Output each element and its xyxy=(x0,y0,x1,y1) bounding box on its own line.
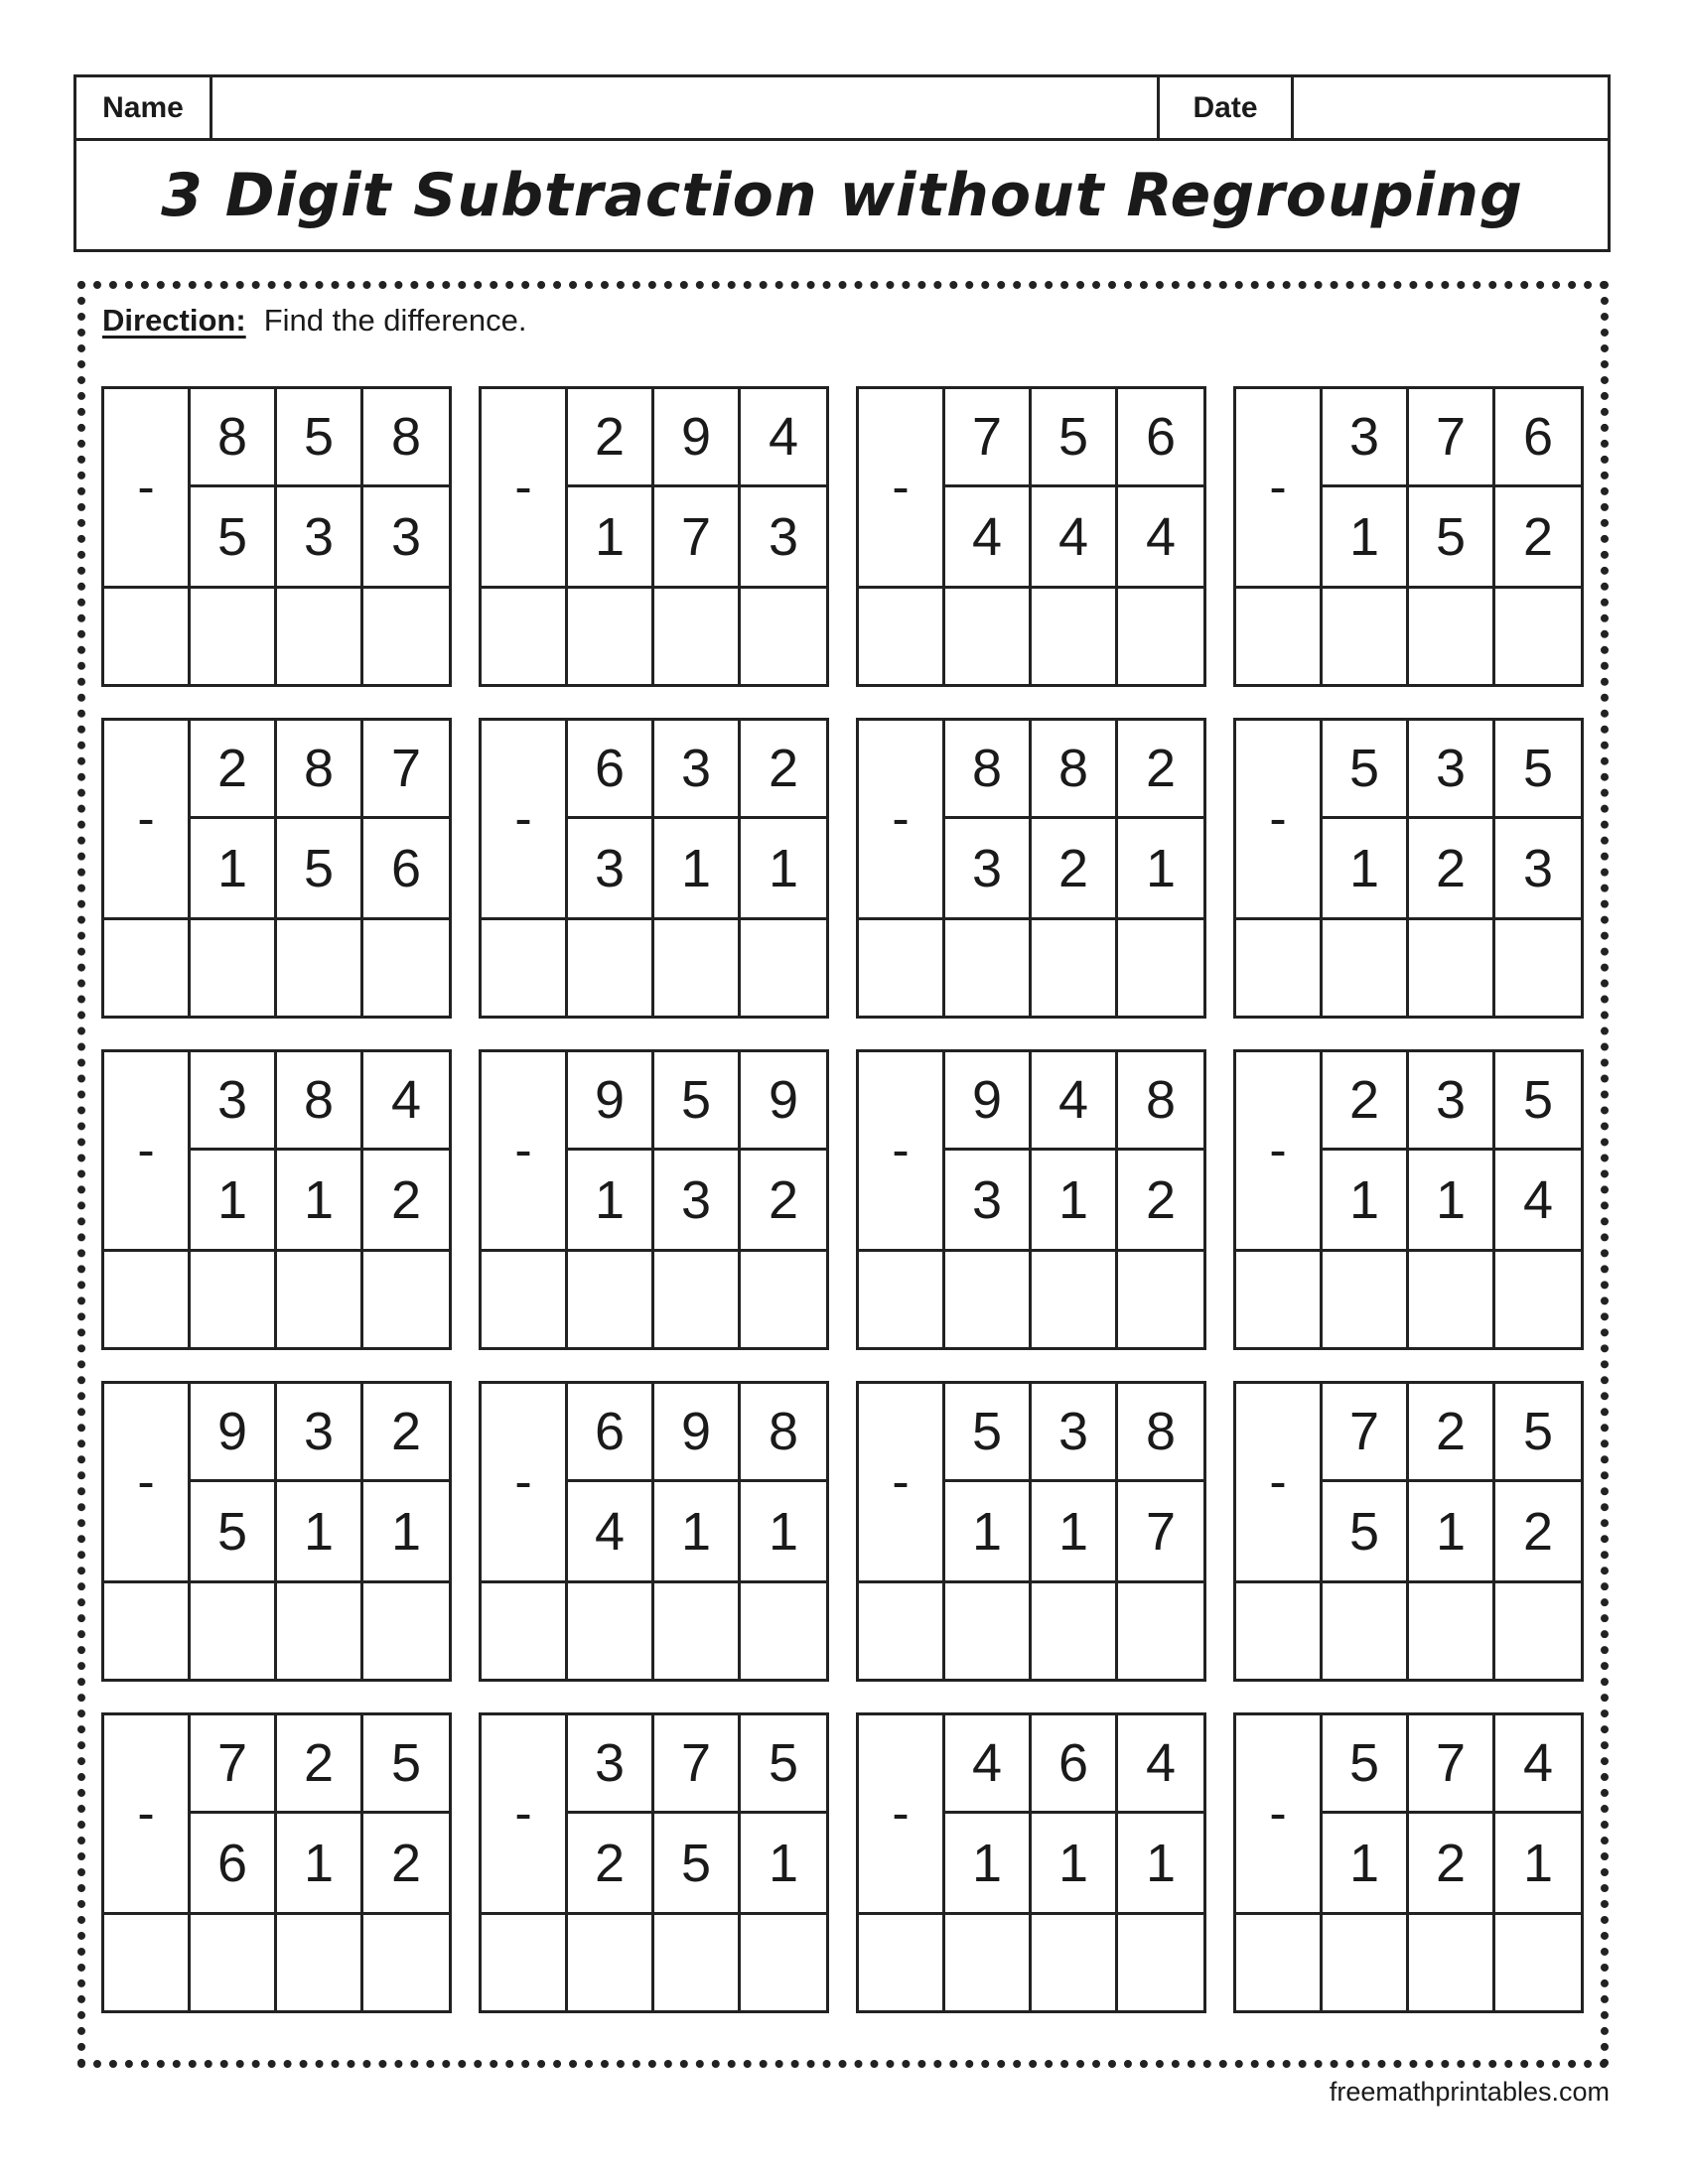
answer-digit-cell[interactable] xyxy=(945,1252,1032,1347)
answer-digit-cell[interactable] xyxy=(1032,1252,1118,1347)
subtrahend-digit: 1 xyxy=(1323,1151,1409,1249)
minus-sign: - xyxy=(859,1715,945,1912)
subtrahend-digit: 3 xyxy=(390,506,422,567)
answer-digit-cell[interactable] xyxy=(654,1915,741,2010)
subtrahend-digit: 4 xyxy=(945,487,1032,586)
answer-digit-cell[interactable] xyxy=(191,1583,277,1679)
answer-digit-cell[interactable] xyxy=(1323,1915,1409,2010)
answer-blank-cell xyxy=(104,1915,191,2010)
digit-grid xyxy=(945,1052,1203,1249)
date-label: Date xyxy=(1160,77,1294,138)
digit-grid xyxy=(568,1715,826,1912)
answer-row xyxy=(1236,586,1581,684)
subtrahend-digit: 2 xyxy=(568,1814,654,1912)
subtrahend-digit: 1 xyxy=(191,819,277,917)
footer-source: freemathprintables.com xyxy=(1329,2077,1610,2107)
answer-digit-cell[interactable] xyxy=(741,1252,826,1347)
minuend-digit: 3 xyxy=(1323,389,1409,487)
answer-digit-cell[interactable] xyxy=(654,920,741,1016)
minuend-digit: 2 xyxy=(191,721,277,819)
answer-row xyxy=(104,1912,449,2010)
answer-blank-cell xyxy=(104,920,191,1016)
answer-digit-cell[interactable] xyxy=(945,1583,1032,1679)
answer-row xyxy=(1236,917,1581,1016)
minuend-digit: 9 xyxy=(945,1052,1032,1151)
worksheet-header xyxy=(73,74,1611,252)
minus-sign: - xyxy=(1236,1384,1323,1580)
minuend-digit: 8 xyxy=(277,1052,363,1151)
subtrahend-digit: 1 xyxy=(1145,838,1177,898)
minuend-digit: 6 xyxy=(1495,389,1581,487)
subtraction-problem xyxy=(101,1049,452,1350)
subtrahend-digit: 1 xyxy=(1409,1482,1495,1580)
minuend-digit: 5 xyxy=(1032,389,1118,487)
minuend-digit: 4 xyxy=(1118,1715,1203,1814)
answer-row xyxy=(859,1249,1203,1347)
subtraction-problem xyxy=(1233,718,1584,1019)
answer-digit-cell[interactable] xyxy=(363,1252,449,1347)
minus-sign: - xyxy=(104,721,191,917)
answer-digit-cell[interactable] xyxy=(741,1915,826,2010)
digit-grid xyxy=(191,389,449,586)
subtrahend-digit: 4 xyxy=(568,1482,654,1580)
answer-digit-cell[interactable] xyxy=(568,1583,654,1679)
answer-digit-cell[interactable] xyxy=(1032,589,1118,684)
subtrahend-digit: 1 xyxy=(277,1151,363,1249)
answer-digit-cell[interactable] xyxy=(277,589,363,684)
minuend-digit: 6 xyxy=(1032,1715,1118,1814)
subtrahend-digit: 3 xyxy=(654,1151,741,1249)
digit-grid xyxy=(191,1384,449,1580)
subtrahend-digit: 1 xyxy=(768,838,799,898)
digit-grid xyxy=(191,1052,449,1249)
minuend-digit: 2 xyxy=(1409,1384,1495,1482)
subtrahend-digit: 5 xyxy=(654,1814,741,1912)
subtraction-problem xyxy=(1233,1381,1584,1682)
minuend-digit: 7 xyxy=(1323,1384,1409,1482)
minuend-digit: 5 xyxy=(1495,721,1581,819)
minus-sign: - xyxy=(482,1052,568,1249)
answer-digit-cell[interactable] xyxy=(191,920,277,1016)
answer-digit-cell[interactable] xyxy=(1409,1915,1495,2010)
digit-grid xyxy=(1323,389,1581,586)
minus-sign: - xyxy=(1236,1715,1323,1912)
minuend-digit: 6 xyxy=(568,721,654,819)
answer-digit-cell[interactable] xyxy=(1495,1915,1581,2010)
subtrahend-digit: 2 xyxy=(390,1833,422,1893)
answer-row xyxy=(859,1580,1203,1679)
minus-sign: - xyxy=(482,389,568,586)
answer-digit-cell[interactable] xyxy=(945,589,1032,684)
subtrahend-digit: 1 xyxy=(568,1151,654,1249)
digit-grid xyxy=(1323,1052,1581,1249)
answer-digit-cell[interactable] xyxy=(1409,1583,1495,1679)
answer-digit-cell[interactable] xyxy=(1032,1583,1118,1679)
answer-blank-cell xyxy=(104,589,191,684)
minuend-digit: 5 xyxy=(741,1715,826,1814)
minuend-digit: 2 xyxy=(568,389,654,487)
digit-grid xyxy=(568,1384,826,1580)
subtrahend-digit: 5 xyxy=(1409,487,1495,586)
subtrahend-digit: 1 xyxy=(1323,1814,1409,1912)
answer-digit-cell[interactable] xyxy=(945,1915,1032,2010)
answer-row xyxy=(1236,1580,1581,1679)
digit-grid xyxy=(568,1052,826,1249)
answer-digit-cell[interactable] xyxy=(1323,1583,1409,1679)
answer-digit-cell[interactable] xyxy=(277,1915,363,2010)
answer-row xyxy=(104,917,449,1016)
subtrahend-digit: 3 xyxy=(768,506,799,567)
direction-text: Find the difference. xyxy=(263,303,527,338)
subtrahend-digit: 1 xyxy=(1032,1482,1118,1580)
answer-digit-cell[interactable] xyxy=(1409,920,1495,1016)
answer-blank-cell xyxy=(1236,589,1323,684)
subtrahend-digit: 5 xyxy=(191,1482,277,1580)
subtraction-problem xyxy=(479,1049,829,1350)
subtraction-problem xyxy=(101,386,452,687)
subtraction-problem xyxy=(856,1712,1206,2013)
subtrahend-digit: 5 xyxy=(191,487,277,586)
answer-row xyxy=(482,1912,826,2010)
minuend-digit: 4 xyxy=(741,389,826,487)
minuend-digit: 9 xyxy=(191,1384,277,1482)
answer-digit-cell[interactable] xyxy=(1495,920,1581,1016)
digit-grid xyxy=(945,389,1203,586)
subtraction-problem xyxy=(101,1712,452,2013)
answer-blank-cell xyxy=(482,1915,568,2010)
subtrahend-digit: 6 xyxy=(191,1814,277,1912)
subtrahend-digit: 3 xyxy=(945,1151,1032,1249)
subtraction-problem xyxy=(856,1381,1206,1682)
subtrahend-digit: 1 xyxy=(277,1814,363,1912)
answer-blank-cell xyxy=(1236,1583,1323,1679)
answer-row xyxy=(482,1580,826,1679)
minuend-digit: 9 xyxy=(654,1384,741,1482)
minuend-digit: 5 xyxy=(363,1715,449,1814)
minuend-digit: 8 xyxy=(945,721,1032,819)
digit-grid xyxy=(568,389,826,586)
minus-sign: - xyxy=(104,1384,191,1580)
minuend-digit: 4 xyxy=(1495,1715,1581,1814)
answer-digit-cell[interactable] xyxy=(654,1252,741,1347)
subtrahend-digit: 2 xyxy=(768,1169,799,1230)
answer-digit-cell[interactable] xyxy=(568,589,654,684)
subtrahend-digit: 1 xyxy=(568,487,654,586)
minuend-digit: 6 xyxy=(1118,389,1203,487)
digit-grid xyxy=(568,721,826,917)
minuend-digit: 8 xyxy=(1032,721,1118,819)
minuend-digit: 3 xyxy=(1032,1384,1118,1482)
subtrahend-digit: 1 xyxy=(191,1151,277,1249)
minuend-digit: 7 xyxy=(654,1715,741,1814)
minuend-digit: 3 xyxy=(568,1715,654,1814)
minus-sign: - xyxy=(104,389,191,586)
subtrahend-digit: 2 xyxy=(1145,1169,1177,1230)
minuend-digit: 3 xyxy=(1409,721,1495,819)
minus-sign: - xyxy=(1236,721,1323,917)
worksheet-title: 3 Digit Subtraction without Regrouping xyxy=(161,160,1523,230)
minuend-digit: 5 xyxy=(1495,1384,1581,1482)
answer-digit-cell[interactable] xyxy=(363,1583,449,1679)
subtrahend-digit: 1 xyxy=(768,1833,799,1893)
answer-row xyxy=(482,917,826,1016)
name-label: Name xyxy=(76,77,212,138)
subtrahend-digit: 1 xyxy=(277,1482,363,1580)
minuend-digit: 4 xyxy=(363,1052,449,1151)
subtraction-problem xyxy=(479,1712,829,2013)
minuend-digit: 8 xyxy=(1118,1052,1203,1151)
minuend-digit: 8 xyxy=(191,389,277,487)
answer-digit-cell[interactable] xyxy=(568,920,654,1016)
subtrahend-digit: 1 xyxy=(1032,1151,1118,1249)
subtrahend-digit: 1 xyxy=(1409,1151,1495,1249)
answer-blank-cell xyxy=(1236,1252,1323,1347)
subtrahend-digit: 1 xyxy=(1522,1833,1554,1893)
subtrahend-digit: 4 xyxy=(1522,1169,1554,1230)
minuend-digit: 2 xyxy=(741,721,826,819)
subtrahend-digit: 3 xyxy=(945,819,1032,917)
subtrahend-digit: 2 xyxy=(1522,506,1554,567)
subtraction-problem xyxy=(101,718,452,1019)
answer-digit-cell[interactable] xyxy=(1118,1583,1203,1679)
minuend-digit: 5 xyxy=(1495,1052,1581,1151)
subtrahend-digit: 2 xyxy=(390,1169,422,1230)
answer-digit-cell[interactable] xyxy=(1118,1252,1203,1347)
answer-digit-cell[interactable] xyxy=(363,1915,449,2010)
answer-blank-cell xyxy=(1236,920,1323,1016)
subtraction-problem xyxy=(479,386,829,687)
answer-digit-cell[interactable] xyxy=(1495,589,1581,684)
answer-blank-cell xyxy=(482,589,568,684)
answer-digit-cell[interactable] xyxy=(1323,589,1409,684)
subtraction-problem xyxy=(1233,386,1584,687)
answer-digit-cell[interactable] xyxy=(1118,589,1203,684)
answer-digit-cell[interactable] xyxy=(191,589,277,684)
answer-digit-cell[interactable] xyxy=(191,1915,277,2010)
subtrahend-digit: 5 xyxy=(277,819,363,917)
digit-grid xyxy=(1323,1384,1581,1580)
minuend-digit: 8 xyxy=(1118,1384,1203,1482)
subtrahend-digit: 1 xyxy=(654,1482,741,1580)
answer-row xyxy=(1236,1912,1581,2010)
subtrahend-digit: 3 xyxy=(277,487,363,586)
direction-label: Direction: xyxy=(102,303,246,338)
minuend-digit: 2 xyxy=(1323,1052,1409,1151)
subtraction-problem xyxy=(101,1381,452,1682)
minuend-digit: 5 xyxy=(654,1052,741,1151)
subtrahend-digit: 2 xyxy=(1032,819,1118,917)
minus-sign: - xyxy=(859,1052,945,1249)
subtraction-problem xyxy=(1233,1712,1584,2013)
minuend-digit: 8 xyxy=(741,1384,826,1482)
answer-digit-cell[interactable] xyxy=(945,920,1032,1016)
name-date-row xyxy=(76,77,1608,141)
subtrahend-digit: 1 xyxy=(1145,1833,1177,1893)
subtrahend-digit: 2 xyxy=(1409,819,1495,917)
answer-digit-cell[interactable] xyxy=(1409,589,1495,684)
minus-sign: - xyxy=(1236,389,1323,586)
digit-grid xyxy=(1323,1715,1581,1912)
answer-row xyxy=(859,1912,1203,2010)
answer-digit-cell[interactable] xyxy=(654,1583,741,1679)
minuend-digit: 5 xyxy=(1323,1715,1409,1814)
digit-grid xyxy=(945,1715,1203,1912)
minus-sign: - xyxy=(482,1715,568,1912)
subtrahend-digit: 1 xyxy=(945,1482,1032,1580)
answer-digit-cell[interactable] xyxy=(363,920,449,1016)
minus-sign: - xyxy=(859,721,945,917)
answer-row xyxy=(104,1580,449,1679)
answer-digit-cell[interactable] xyxy=(363,589,449,684)
answer-blank-cell xyxy=(859,1915,945,2010)
minuend-digit: 9 xyxy=(654,389,741,487)
answer-digit-cell[interactable] xyxy=(1118,1915,1203,2010)
answer-row xyxy=(1236,1249,1581,1347)
answer-digit-cell[interactable] xyxy=(741,1583,826,1679)
answer-digit-cell[interactable] xyxy=(741,589,826,684)
minus-sign: - xyxy=(859,389,945,586)
minuend-digit: 7 xyxy=(945,389,1032,487)
answer-digit-cell[interactable] xyxy=(1032,1915,1118,2010)
subtraction-problem xyxy=(856,386,1206,687)
minuend-digit: 4 xyxy=(1032,1052,1118,1151)
answer-blank-cell xyxy=(859,1583,945,1679)
answer-digit-cell[interactable] xyxy=(1323,920,1409,1016)
date-field[interactable] xyxy=(1294,77,1608,138)
answer-digit-cell[interactable] xyxy=(1323,1252,1409,1347)
subtrahend-digit: 7 xyxy=(654,487,741,586)
answer-blank-cell xyxy=(104,1252,191,1347)
subtraction-problem xyxy=(856,718,1206,1019)
answer-row xyxy=(859,917,1203,1016)
subtrahend-digit: 5 xyxy=(1323,1482,1409,1580)
answer-digit-cell[interactable] xyxy=(277,1583,363,1679)
minus-sign: - xyxy=(1236,1052,1323,1249)
subtrahend-digit: 1 xyxy=(945,1814,1032,1912)
subtraction-problem xyxy=(479,1381,829,1682)
minuend-digit: 2 xyxy=(1118,721,1203,819)
answer-blank-cell xyxy=(859,1252,945,1347)
minuend-digit: 7 xyxy=(1409,389,1495,487)
answer-digit-cell[interactable] xyxy=(277,920,363,1016)
answer-blank-cell xyxy=(482,920,568,1016)
direction-line xyxy=(102,303,527,339)
answer-blank-cell xyxy=(859,920,945,1016)
answer-digit-cell[interactable] xyxy=(568,1915,654,2010)
minus-sign: - xyxy=(482,721,568,917)
minuend-digit: 8 xyxy=(277,721,363,819)
subtrahend-digit: 6 xyxy=(390,838,422,898)
minuend-digit: 9 xyxy=(568,1052,654,1151)
minus-sign: - xyxy=(104,1052,191,1249)
answer-digit-cell[interactable] xyxy=(741,920,826,1016)
answer-digit-cell[interactable] xyxy=(654,589,741,684)
subtrahend-digit: 2 xyxy=(1522,1501,1554,1562)
minuend-digit: 6 xyxy=(568,1384,654,1482)
subtrahend-digit: 1 xyxy=(654,819,741,917)
minuend-digit: 3 xyxy=(654,721,741,819)
subtrahend-digit: 4 xyxy=(1145,506,1177,567)
answer-blank-cell xyxy=(482,1252,568,1347)
subtraction-problem xyxy=(856,1049,1206,1350)
minuend-digit: 2 xyxy=(277,1715,363,1814)
subtraction-problem xyxy=(479,718,829,1019)
subtrahend-digit: 1 xyxy=(1323,487,1409,586)
minuend-digit: 3 xyxy=(1409,1052,1495,1151)
answer-blank-cell xyxy=(482,1583,568,1679)
answer-row xyxy=(104,1249,449,1347)
subtrahend-digit: 4 xyxy=(1032,487,1118,586)
minuend-digit: 3 xyxy=(277,1384,363,1482)
answer-row xyxy=(104,586,449,684)
subtrahend-digit: 1 xyxy=(1032,1814,1118,1912)
answer-digit-cell[interactable] xyxy=(277,1252,363,1347)
minuend-digit: 5 xyxy=(1323,721,1409,819)
digit-grid xyxy=(1323,721,1581,917)
minus-sign: - xyxy=(859,1384,945,1580)
subtrahend-digit: 1 xyxy=(390,1501,422,1562)
answer-blank-cell xyxy=(1236,1915,1323,2010)
answer-digit-cell[interactable] xyxy=(568,1252,654,1347)
digit-grid xyxy=(191,1715,449,1912)
minuend-digit: 7 xyxy=(363,721,449,819)
minuend-digit: 9 xyxy=(741,1052,826,1151)
answer-digit-cell[interactable] xyxy=(1032,920,1118,1016)
minuend-digit: 5 xyxy=(945,1384,1032,1482)
minuend-digit: 7 xyxy=(191,1715,277,1814)
minuend-digit: 7 xyxy=(1409,1715,1495,1814)
minuend-digit: 8 xyxy=(363,389,449,487)
minuend-digit: 2 xyxy=(363,1384,449,1482)
minus-sign: - xyxy=(104,1715,191,1912)
answer-row xyxy=(859,586,1203,684)
subtrahend-digit: 2 xyxy=(1409,1814,1495,1912)
digit-grid xyxy=(191,721,449,917)
digit-grid xyxy=(945,1384,1203,1580)
answer-digit-cell[interactable] xyxy=(1495,1583,1581,1679)
subtrahend-digit: 1 xyxy=(768,1501,799,1562)
answer-blank-cell xyxy=(104,1583,191,1679)
subtrahend-digit: 1 xyxy=(1323,819,1409,917)
answer-row xyxy=(482,1249,826,1347)
minuend-digit: 4 xyxy=(945,1715,1032,1814)
answer-digit-cell[interactable] xyxy=(1495,1252,1581,1347)
answer-digit-cell[interactable] xyxy=(1118,920,1203,1016)
minuend-digit: 3 xyxy=(191,1052,277,1151)
answer-digit-cell[interactable] xyxy=(191,1252,277,1347)
answer-digit-cell[interactable] xyxy=(1409,1252,1495,1347)
minus-sign: - xyxy=(482,1384,568,1580)
subtraction-problem xyxy=(1233,1049,1584,1350)
subtrahend-digit: 3 xyxy=(1522,838,1554,898)
subtrahend-digit: 3 xyxy=(568,819,654,917)
answer-row xyxy=(482,586,826,684)
answer-blank-cell xyxy=(859,589,945,684)
subtrahend-digit: 7 xyxy=(1145,1501,1177,1562)
minuend-digit: 5 xyxy=(277,389,363,487)
name-field[interactable] xyxy=(212,77,1160,138)
digit-grid xyxy=(945,721,1203,917)
